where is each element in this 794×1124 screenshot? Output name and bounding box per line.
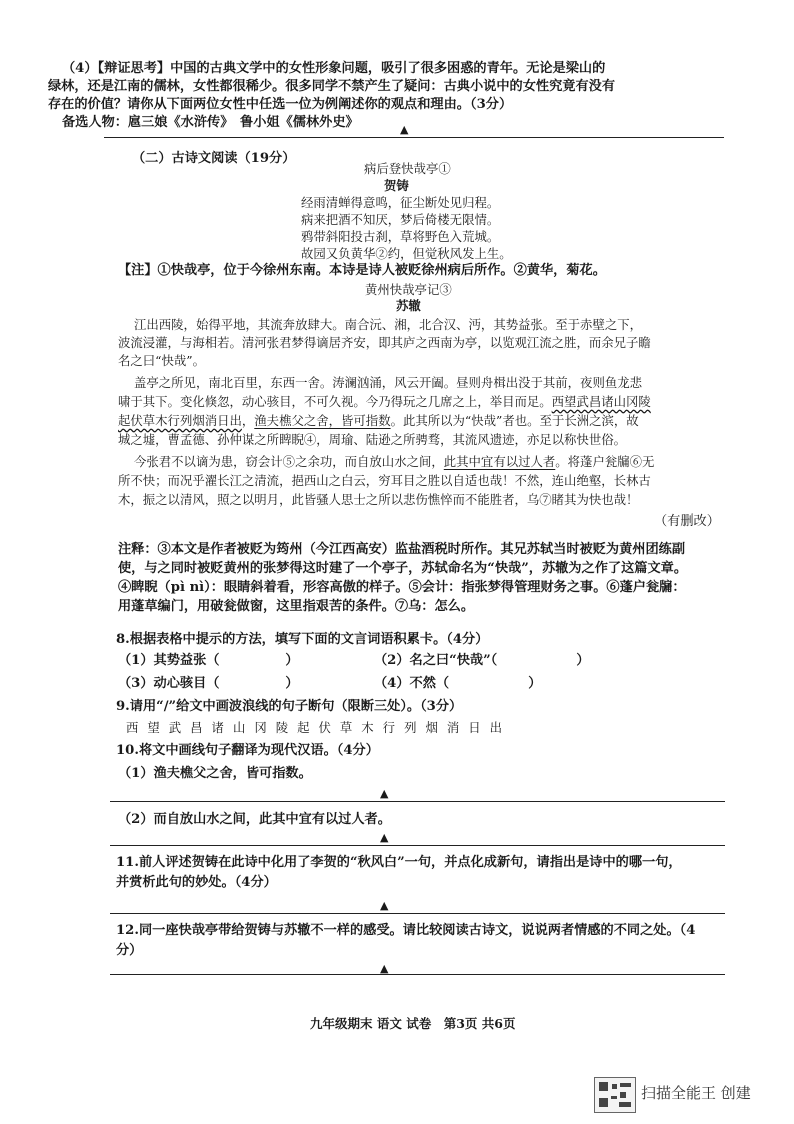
q8-item: （4）不然（ ）	[374, 676, 542, 691]
q8-item: （3）动心骇目（ ）	[118, 676, 299, 691]
q4-line-2: 绿林，还是江南的儒林，女性都很稀少。很多同学不禁产生了疑问：古典小说中的女性究竟有没有	[48, 79, 616, 94]
scanner-watermark: 扫描全能王 创建	[641, 1084, 751, 1102]
answer-line	[104, 137, 724, 138]
essay-line	[134, 453, 654, 471]
essay-notes: 使，与之同时被贬黄州的张梦得这时建了一个亭子，苏轼命名为“快哉”，苏辙为之作了这篇文章。	[118, 561, 688, 576]
essay-line: 江出西陵，始得平地，其流奔放肆大。南合沅、湘，北合汉、沔，其势益张。至于赤壁之下，	[134, 317, 643, 332]
question-11: 并赏析此句的妙处。（4分）	[116, 875, 277, 890]
page-footer: 九年级期末 语文 试卷 第3页 共6页	[310, 1016, 516, 1031]
essay-text: 。此其所以为“快哉”者也。至于长洲之滨，故	[390, 413, 639, 428]
essay-notes: 用蓬草编门，用破瓮做窗，这里指艰苦的条件。⑦乌：怎么。	[118, 599, 475, 614]
answer-line	[110, 913, 725, 914]
answer-triangle: ▲	[380, 831, 389, 844]
essay-notes: 注释：③本文是作者被贬为筠州（今江西高安）监盐酒税时所作。其兄苏轼当时被贬为黄州团练副	[118, 542, 686, 557]
essay-line: 波流浸灌，与海相若。清河张君梦得谪居齐安，即其庐之西南为亭，以览观江流之胜，而余兄子瞻	[118, 335, 651, 350]
qr-code-icon	[594, 1077, 636, 1113]
section-title: （二）古诗文阅读（19分）	[132, 151, 296, 166]
poem-author: 贺铸	[384, 178, 409, 193]
essay-author: 苏辙	[396, 298, 421, 313]
essay-line	[118, 412, 639, 430]
essay-text: 。将蓬户瓮牖⑥无	[555, 454, 655, 469]
q10-sentence-2: （2）而自放山水之间，此其中宜有以过人者。	[118, 812, 391, 827]
question-9: 9.请用“/”给文中画波浪线的句子断句（限断三处）。（3分）	[116, 699, 463, 714]
poem-line: 经雨清蝉得意鸣，征尘断处见归程。	[301, 195, 500, 210]
q8-item: （2）名之曰“快哉”（ ）	[374, 653, 590, 668]
essay-line: 名之曰“快哉”。	[118, 353, 206, 368]
answer-triangle: ▲	[380, 899, 389, 912]
poem-line: 病来把酒不知厌，梦后倚楼无限情。	[301, 212, 500, 227]
essay-line: 所不快；而况乎濯长江之清流，挹西山之白云，穷耳目之胜以自适也哉！不然，连山绝壑，长林古	[118, 473, 651, 488]
q4-line-1: （4）【辩证思考】中国的古典文学中的女性形象问题，吸引了很多困惑的青年。无论是梁山的	[62, 61, 606, 76]
q10-sentence-1: （1）渔夫樵父之舍，皆可指数。	[118, 766, 312, 781]
answer-line	[110, 974, 725, 975]
poem-line: 鸦带斜阳投古刹，草将野色入荒城。	[301, 229, 500, 244]
question-8: 8.根据表格中提示的方法，填写下面的文言词语积累卡。（4分）	[116, 632, 489, 647]
essay-notes: ④睥睨（pì nì）：眼睛斜着看，形容高傲的样子。⑤会计：指张梦得管理财务之事。⑥蓬户瓮牖：	[118, 580, 686, 595]
question-12: 12.同一座快哉亭带给贺铸与苏辙不一样的感受。请比较阅读古诗文，说说两者情感的不同之处。（4	[116, 923, 696, 938]
wavy-underlined-text: 起伏草木行列烟消日出	[118, 413, 242, 428]
essay-line	[118, 393, 651, 411]
answer-triangle: ▲	[380, 787, 389, 800]
answer-line	[110, 801, 725, 802]
essay-text: 啸于其下。变化倏忽，动心骇目，不可久视。今乃得玩之几席之上，举目而足。	[118, 394, 552, 409]
q8-item: （1）其势益张（ ）	[118, 653, 299, 668]
answer-triangle: ▲	[380, 962, 389, 975]
underlined-sentence: 此其中宜有以过人者	[443, 454, 556, 469]
essay-line: 盖亭之所见，南北百里，东西一舍。涛澜汹涌，风云开阖。昼则舟楫出没于其前，夜则鱼龙悲	[134, 375, 643, 390]
question-10: 10.将文中画线句子翻译为现代汉语。（4分）	[116, 743, 379, 758]
question-11: 11.前人评述贺铸在此诗中化用了李贺的“秋风白”一句，并点化成新句，请指出是诗中的哪一句，	[116, 855, 682, 870]
poem-note: 【注】①快哉亭，位于今徐州东南。本诗是诗人被贬徐州病后所作。②黄华，菊花。	[118, 263, 606, 278]
underlined-sentence: 渔夫樵父之舍，皆可指数	[254, 413, 391, 428]
wavy-underlined-text: 西望武昌诸山冈陵	[551, 394, 651, 409]
answer-line	[110, 845, 725, 846]
q4-line-3: 存在的价值？请你从下面两位女性中任选一位为例阐述你的观点和理由。（3分）	[48, 97, 513, 112]
q4-candidates: 备选人物：扈三娘《水浒传》 鲁小姐《儒林外史》	[62, 115, 359, 130]
poem-line: 故园又负黄华②约，但觉秋风发上生。	[301, 246, 512, 261]
poem-title: 病后登快哉亭①	[364, 161, 451, 176]
essay-text: ，	[241, 413, 255, 428]
q9-sentence: 西望武昌诸山冈陵起伏草木行列烟消日出	[126, 720, 512, 735]
essay-line: 木，振之以清风，照之以明月，此皆骚人思士之所以悲伤憔悴而不能胜者，乌⑦睹其为快也哉！	[118, 492, 639, 507]
question-12: 分）	[116, 943, 143, 958]
essay-text: 今张君不以谪为患，窃会计⑤之余功，而自放山水之间，	[134, 454, 444, 469]
abridged-note: （有删改）	[654, 514, 720, 529]
essay-title: 黄州快哉亭记③	[365, 282, 452, 297]
answer-triangle: ▲	[400, 123, 409, 136]
essay-line: 城之墟，曹孟德、孙仲谋之所睥睨④，周瑜、陆逊之所骋骛，其流风遗迹，亦足以称快世俗。	[118, 432, 627, 447]
